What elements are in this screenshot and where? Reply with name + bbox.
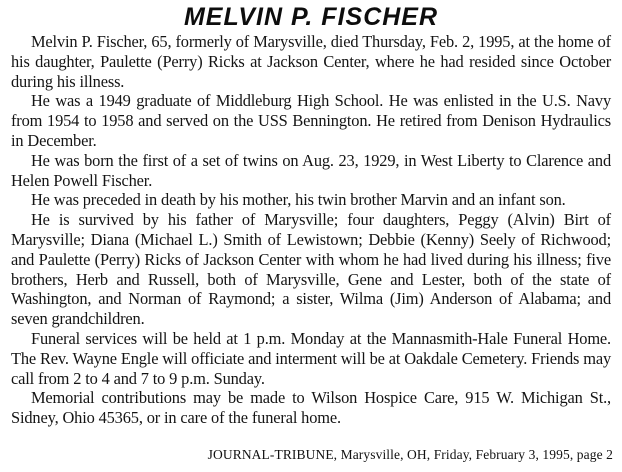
- source-credit: JOURNAL-TRIBUNE, Marysville, OH, Friday, February 3, 1995, page 2: [207, 447, 613, 462]
- paragraph-survivors: He is survived by his father of Marysville; four daughters, Peggy (Alvin) Birt of Marysville; Diana (Michael L.) Smith of Lewistown; Debbie (Kenny) Seely of Richwood; and Paulette (Perry) Ricks of Jackson Center with whom he had lived during his illness; five brothers, Herb and Russell, both of Marysville, Gene and Lester, both of the state of Washington, and Norman of Raymond; a sister, Wilma (Jim) Anderson of Alabama; and seven grandchildren.: [11, 210, 611, 329]
- paragraph-funeral-services: Funeral services will be held at 1 p.m. Monday at the Mannasmith-Hale Funeral Home. The Rev. Wayne Engle will officiate and interment will be at Oakdale Cemetery. Friends may call from 2 to 4 and 7 to 9 p.m. Sunday.: [11, 328, 611, 388]
- paragraph-preceded-in-death: He was preceded in death by his mother, his twin brother Marvin and an infant son.: [31, 190, 566, 210]
- paragraph-death-notice: Melvin P. Fischer, 65, formerly of Marysville, died Thursday, Feb. 2, 1995, at the home of his daughter, Paulette (Perry) Ricks at Jackson Center, where he had resided since October during his illness.: [11, 32, 611, 91]
- paragraph-birth: He was born the first of a set of twins on Aug. 23, 1929, in West Liberty to Clarence and Helen Powell Fischer.: [11, 150, 611, 190]
- paragraph-education-career: He was a 1949 graduate of Middleburg High School. He was enlisted in the U.S. Navy from 1954 to 1958 and served on the USS Bennington. He retired from Denison Hydraulics in December.: [11, 91, 611, 150]
- paragraph-memorial-contributions: Memorial contributions may be made to Wilson Hospice Care, 915 W. Michigan St., Sidney, Ohio 45365, or in care of the funeral home.: [11, 388, 611, 428]
- obituary-body: [11, 32, 611, 428]
- obituary-headline: MELVIN P. FISCHER: [183, 3, 439, 31]
